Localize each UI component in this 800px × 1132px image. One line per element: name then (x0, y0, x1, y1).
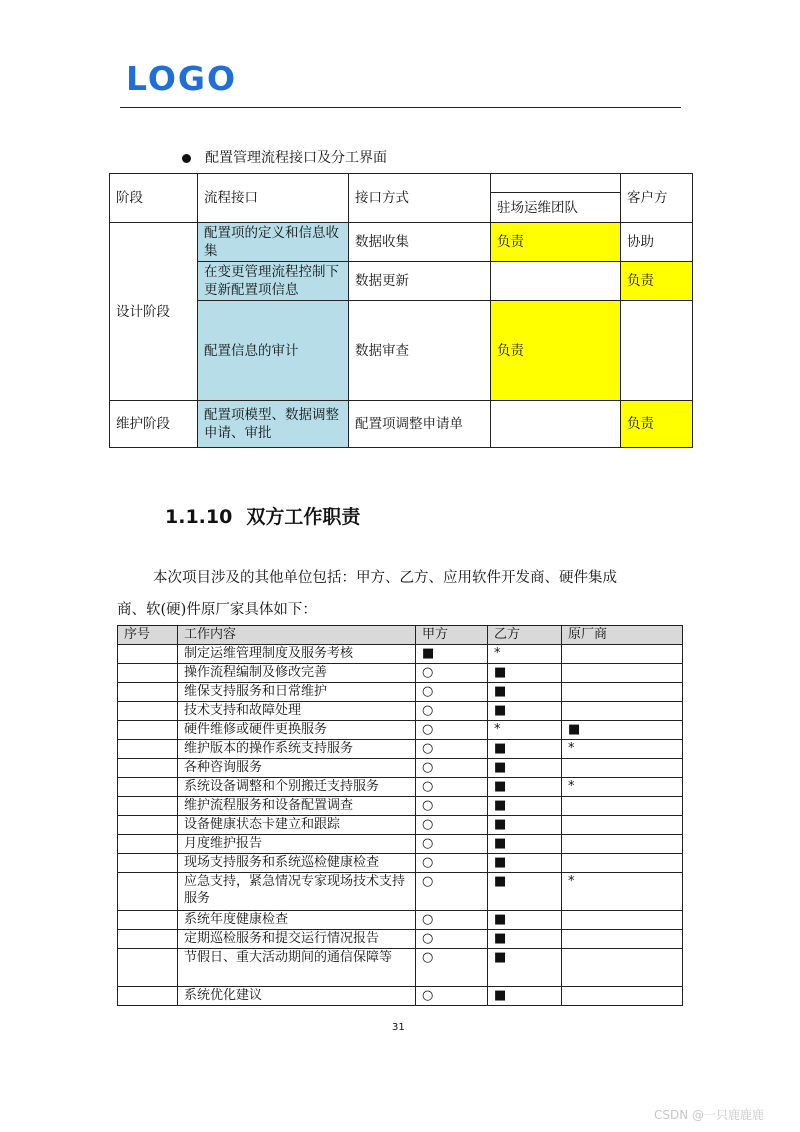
cell-seq (118, 835, 178, 854)
cell-content: 系统年度健康检查 (178, 911, 416, 930)
th-party-b: 乙方 (488, 626, 562, 645)
cell-party-a: ○ (416, 664, 488, 683)
cell-content: 操作流程编制及修改完善 (178, 664, 416, 683)
cell-interface: 配置项模型、数据调整申请、审批 (198, 401, 349, 448)
cell-party-a: ○ (416, 797, 488, 816)
cell-content: 各种咨询服务 (178, 759, 416, 778)
cell-vendor (562, 664, 683, 683)
cell-content: 现场支持服务和系统巡检健康检查 (178, 854, 416, 873)
th-customer: 客户方 (621, 174, 693, 223)
th-interface: 流程接口 (198, 174, 349, 223)
cell-content: 维护版本的操作系统支持服务 (178, 740, 416, 759)
cell-vendor: * (562, 873, 683, 911)
cell-content: 制定运维管理制度及服务考核 (178, 645, 416, 664)
intro-bullet-line (182, 148, 387, 168)
table-row (118, 816, 683, 835)
cell-party-b: ■ (488, 702, 562, 721)
cell-party-a: ○ (416, 740, 488, 759)
section-heading (165, 505, 360, 529)
cell-content: 应急支持，紧急情况专家现场技术支持服务 (178, 873, 416, 911)
cell-method: 数据审查 (349, 301, 491, 401)
table-row (118, 911, 683, 930)
cell-party-b: ■ (488, 778, 562, 797)
cell-stage: 维护阶段 (110, 401, 198, 448)
table-row (110, 262, 693, 301)
cell-party-b: ■ (488, 816, 562, 835)
cell-team: 负责 (491, 223, 621, 262)
cell-seq (118, 645, 178, 664)
th-vendor: 原厂商 (562, 626, 683, 645)
cell-party-a: ○ (416, 854, 488, 873)
cell-seq (118, 740, 178, 759)
table1-header-row (110, 174, 693, 193)
page-number: 31 (392, 1022, 405, 1033)
cell-seq (118, 854, 178, 873)
cell-party-a: ○ (416, 987, 488, 1006)
table-row (110, 401, 693, 448)
cell-vendor (562, 949, 683, 987)
table2-header-row (118, 626, 683, 645)
watermark: CSDN @一只鹿鹿鹿 (654, 1108, 765, 1122)
table-row (118, 835, 683, 854)
cell-content: 定期巡检服务和提交运行情况报告 (178, 930, 416, 949)
cell-party-b: ■ (488, 949, 562, 987)
th-seq: 序号 (118, 626, 178, 645)
cell-vendor (562, 930, 683, 949)
cell-seq (118, 873, 178, 911)
table-row (118, 854, 683, 873)
cell-method: 配置项调整申请单 (349, 401, 491, 448)
cell-content: 维护流程服务和设备配置调查 (178, 797, 416, 816)
cell-vendor (562, 816, 683, 835)
table2-body (118, 645, 683, 1006)
cell-method: 数据更新 (349, 262, 491, 301)
cell-party-a: ○ (416, 759, 488, 778)
section-paragraph-line2: 商、软(硬)件原厂家具体如下： (117, 602, 317, 618)
table-row (110, 223, 693, 262)
cell-team (491, 401, 621, 448)
cell-content: 系统优化建议 (178, 987, 416, 1006)
cell-party-b: ■ (488, 835, 562, 854)
cell-party-a: ○ (416, 949, 488, 987)
cell-party-a: ○ (416, 778, 488, 797)
table-row (118, 987, 683, 1006)
cell-vendor (562, 759, 683, 778)
cell-seq (118, 816, 178, 835)
cell-vendor (562, 835, 683, 854)
table-row (110, 301, 693, 401)
th-party-a: 甲方 (416, 626, 488, 645)
cell-seq (118, 797, 178, 816)
cell-customer: 协助 (621, 223, 693, 262)
section-paragraph-line1: 本次项目涉及的其他单位包括：甲方、乙方、应用软件开发商、硬件集成 (153, 570, 617, 586)
cell-party-b: ■ (488, 930, 562, 949)
cell-content: 节假日、重大活动期间的通信保障等 (178, 949, 416, 987)
table-row (118, 645, 683, 664)
cell-vendor (562, 645, 683, 664)
table-row (118, 873, 683, 911)
cell-party-b: * (488, 721, 562, 740)
section-number: 1.1.10 (165, 506, 233, 528)
cell-vendor (562, 911, 683, 930)
bullet-icon (182, 154, 191, 163)
table-row (118, 759, 683, 778)
section-title: 双方工作职责 (246, 506, 361, 528)
responsibility-table (117, 625, 683, 1006)
cell-party-b: ■ (488, 740, 562, 759)
intro-bullet-text: 配置管理流程接口及分工界面 (205, 150, 387, 166)
cell-team (491, 262, 621, 301)
cell-vendor: * (562, 740, 683, 759)
cell-stage: 设计阶段 (110, 223, 198, 401)
th-stage: 阶段 (110, 174, 198, 223)
cell-vendor (562, 702, 683, 721)
logo: LOGO (126, 59, 238, 98)
cell-seq (118, 664, 178, 683)
table-row (118, 778, 683, 797)
cell-content: 系统设备调整和个别搬迁支持服务 (178, 778, 416, 797)
table-row (118, 721, 683, 740)
cell-vendor (562, 987, 683, 1006)
cell-seq (118, 778, 178, 797)
header-divider (120, 107, 681, 108)
cell-customer (621, 301, 693, 401)
table-row (118, 664, 683, 683)
cell-party-a: ○ (416, 911, 488, 930)
cell-seq (118, 949, 178, 987)
cell-party-a: ○ (416, 702, 488, 721)
th-content: 工作内容 (178, 626, 416, 645)
cell-party-a: ○ (416, 721, 488, 740)
th-team: 驻场运维团队 (491, 193, 621, 223)
cell-content: 技术支持和故障处理 (178, 702, 416, 721)
cell-party-b: ■ (488, 759, 562, 778)
interface-division-table (109, 173, 693, 448)
th-team-top (491, 174, 621, 193)
cell-seq (118, 702, 178, 721)
cell-party-b: ■ (488, 797, 562, 816)
table-row (118, 930, 683, 949)
cell-interface: 在变更管理流程控制下更新配置项信息 (198, 262, 349, 301)
table-row (118, 797, 683, 816)
cell-vendor (562, 797, 683, 816)
cell-vendor: * (562, 778, 683, 797)
cell-party-b: ■ (488, 683, 562, 702)
cell-customer: 负责 (621, 401, 693, 448)
cell-party-a: ○ (416, 816, 488, 835)
cell-vendor (562, 683, 683, 702)
cell-party-a: ■ (416, 645, 488, 664)
cell-method: 数据收集 (349, 223, 491, 262)
cell-seq (118, 721, 178, 740)
cell-party-a: ○ (416, 873, 488, 911)
cell-party-b: ■ (488, 854, 562, 873)
cell-interface: 配置信息的审计 (198, 301, 349, 401)
cell-content: 月度维护报告 (178, 835, 416, 854)
table-row (118, 683, 683, 702)
cell-seq (118, 930, 178, 949)
cell-seq (118, 911, 178, 930)
cell-party-b: ■ (488, 911, 562, 930)
cell-party-a: ○ (416, 683, 488, 702)
cell-party-a: ○ (416, 930, 488, 949)
cell-content: 硬件维修或硬件更换服务 (178, 721, 416, 740)
cell-party-b: * (488, 645, 562, 664)
table-row (118, 702, 683, 721)
cell-vendor: ■ (562, 721, 683, 740)
cell-vendor (562, 854, 683, 873)
th-method: 接口方式 (349, 174, 491, 223)
cell-party-b: ■ (488, 987, 562, 1006)
table-row (118, 740, 683, 759)
cell-seq (118, 759, 178, 778)
table-row (118, 949, 683, 987)
cell-team: 负责 (491, 301, 621, 401)
cell-content: 设备健康状态卡建立和跟踪 (178, 816, 416, 835)
cell-party-b: ■ (488, 873, 562, 911)
cell-party-a: ○ (416, 835, 488, 854)
cell-seq (118, 683, 178, 702)
cell-interface: 配置项的定义和信息收集 (198, 223, 349, 262)
cell-seq (118, 987, 178, 1006)
cell-party-b: ■ (488, 664, 562, 683)
cell-content: 维保支持服务和日常维护 (178, 683, 416, 702)
cell-customer: 负责 (621, 262, 693, 301)
